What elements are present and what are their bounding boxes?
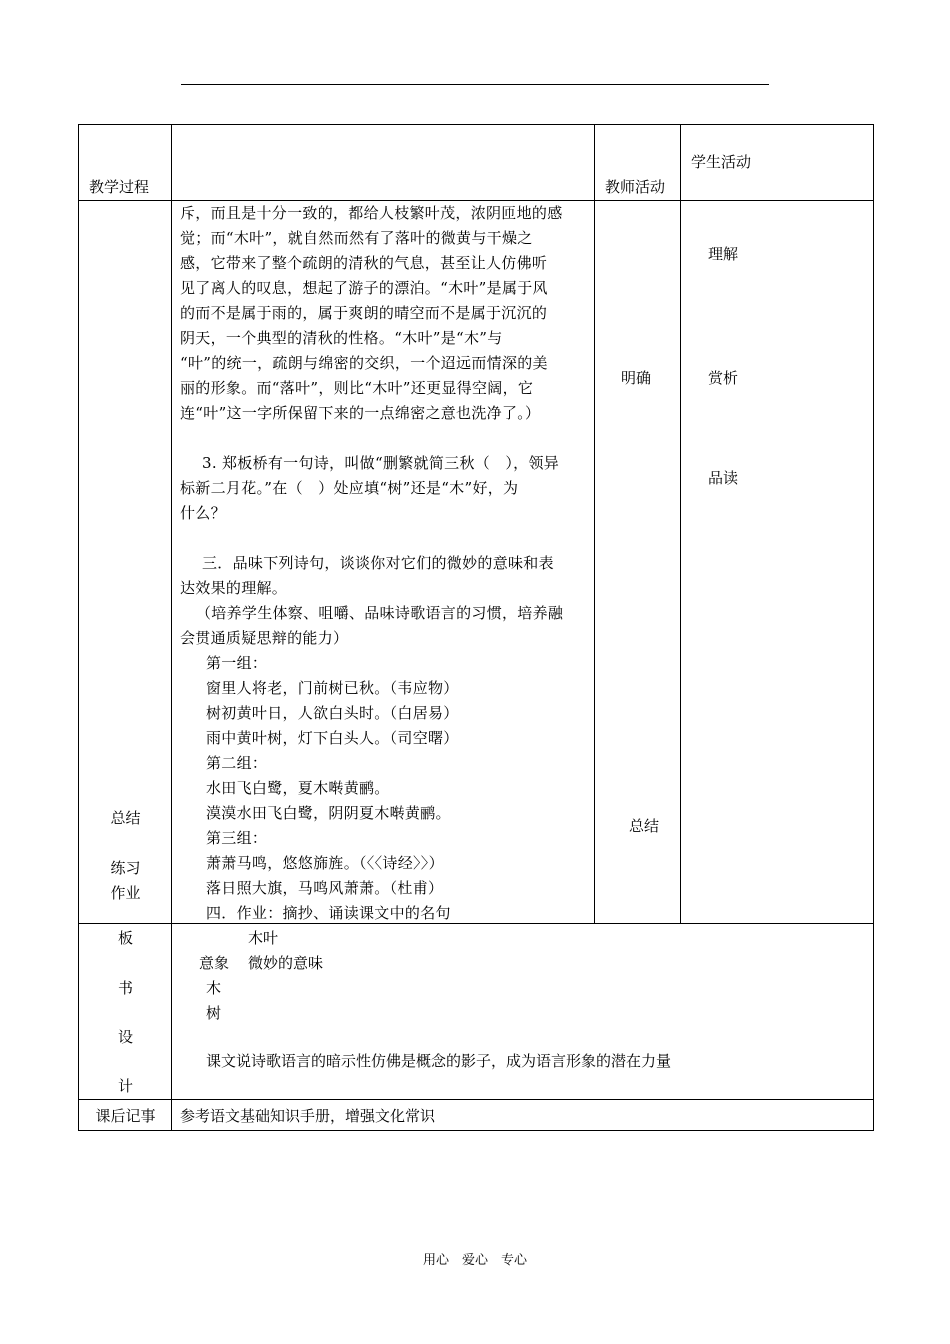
board-design-row <box>79 924 874 1100</box>
content-line: 的而不是属于雨的，属于爽朗的晴空而不是属于沉沉的 <box>180 304 548 322</box>
after-class-content: 参考语文基础知识手册，增强文化常识 <box>180 1107 436 1125</box>
group-3-heading: 第三组： <box>206 829 268 847</box>
after-class-row <box>79 1100 874 1131</box>
teacher-activity-cell <box>595 201 681 924</box>
group-1-heading: 第一组： <box>206 654 268 672</box>
student-activity-cell <box>681 201 874 924</box>
after-class-label-cell <box>79 1100 172 1131</box>
question-3-line: 什么？ <box>180 504 226 522</box>
question-3-line: 3. 郑板桥有一句诗，叫做“删繁就简三秋（ ），领异 <box>202 454 560 472</box>
teaching-goal-line: 会贯通质疑思辩的能力） <box>180 629 349 647</box>
after-class-content-cell <box>172 1100 874 1131</box>
content-line: 阴天，一个典型的清秋的性格。“木叶”是“木”与 <box>180 329 503 347</box>
board-label-cell <box>79 924 172 1100</box>
content-line: “叶”的统一，疏朗与绵密的交织，一个迢远而情深的美 <box>180 354 548 372</box>
board-summary-line: 课文说诗歌语言的暗示性仿佛是概念的影子，成为语言形象的潜在力量 <box>206 1052 672 1070</box>
poem-line: 落日照大旗，马鸣风萧萧。（杜甫） <box>206 879 444 897</box>
board-content-cell <box>172 924 874 1100</box>
understand-label: 理解 <box>708 245 739 263</box>
homework-line: 四．作业：摘抄、诵读课文中的名句 <box>206 904 451 922</box>
header-rule <box>181 84 769 85</box>
section-3-heading: 三．品味下列诗句，谈谈你对它们的微妙的意味和表 <box>202 554 554 572</box>
lesson-content-cell <box>172 201 595 924</box>
board-imagery: 意象 <box>199 954 230 972</box>
board-subtle-meaning: 微妙的意味 <box>248 954 324 972</box>
board-label-char: 计 <box>117 1077 133 1095</box>
header-teacher-cell <box>595 125 681 201</box>
practice-label: 练习 <box>110 859 141 877</box>
process-header: 教学过程 <box>89 178 150 196</box>
appreciate-label: 赏析 <box>708 369 739 387</box>
board-label-char: 板 <box>117 929 133 947</box>
teacher-summary-label: 总结 <box>629 817 660 835</box>
header-process-cell <box>79 125 172 201</box>
poem-line: 水田飞白鹭，夏木啭黄鹂。 <box>206 779 390 797</box>
group-2-heading: 第二组： <box>206 754 268 772</box>
table-header-row <box>79 125 874 201</box>
summary-label: 总结 <box>110 809 141 827</box>
clarify-label: 明确 <box>621 369 652 387</box>
header-empty-cell <box>172 125 595 201</box>
lesson-plan-table <box>78 124 874 1131</box>
content-line: 感，它带来了整个疏朗的清秋的气息，甚至让人仿佛听 <box>180 254 548 272</box>
after-class-label: 课后记事 <box>95 1107 156 1125</box>
board-label-char: 书 <box>117 979 133 997</box>
board-mu: 木 <box>206 979 222 997</box>
board-label-char: 设 <box>117 1028 133 1046</box>
poem-line: 雨中黄叶树，灯下白头人。（司空曙） <box>206 729 459 747</box>
student-activity-header: 学生活动 <box>691 153 752 171</box>
question-3-line: 标新二月花。”在（ ）处应填“树”还是“木”好，为 <box>180 479 519 497</box>
board-shu: 树 <box>206 1004 222 1022</box>
content-line: 斥，而且是十分一致的，都给人枝繁叶茂，浓阴匝地的感 <box>180 204 563 222</box>
content-line: 觉；而“木叶”，就自然而然有了落叶的微黄与干燥之 <box>180 229 533 247</box>
poem-line: 窗里人将老，门前树已秋。（韦应物） <box>206 679 459 697</box>
teaching-goal-line: （培养学生体察、咀嚼、品味诗歌语言的习惯，培养融 <box>196 604 564 622</box>
homework-label: 作业 <box>110 884 141 902</box>
page-footer: 用心 爱心 专心 <box>422 1253 527 1268</box>
content-line: 见了离人的叹息，想起了游子的漂泊。“木叶”是属于风 <box>180 279 548 297</box>
board-title: 木叶 <box>248 929 279 947</box>
header-student-cell <box>681 125 874 201</box>
lesson-body-row <box>79 201 874 924</box>
poem-line: 树初黄叶日，人欲白头时。（白居易） <box>206 704 459 722</box>
savor-label: 品读 <box>708 469 739 487</box>
content-line: 丽的形象。而“落叶”，则比“木叶”还更显得空阔，它 <box>180 379 534 397</box>
lesson-content <box>180 201 590 926</box>
left-label-cell <box>79 201 172 924</box>
poem-line: 萧萧马鸣，悠悠旆旌。（〈〈诗经〉〉） <box>206 854 444 872</box>
section-3-heading: 达效果的理解。 <box>180 579 288 597</box>
teacher-activity-header: 教师活动 <box>605 178 666 196</box>
content-line: 连“叶”这一字所保留下来的一点绵密之意也洗净了。） <box>180 404 541 422</box>
poem-line: 漠漠水田飞白鹭，阴阴夏木啭黄鹂。 <box>206 804 451 822</box>
